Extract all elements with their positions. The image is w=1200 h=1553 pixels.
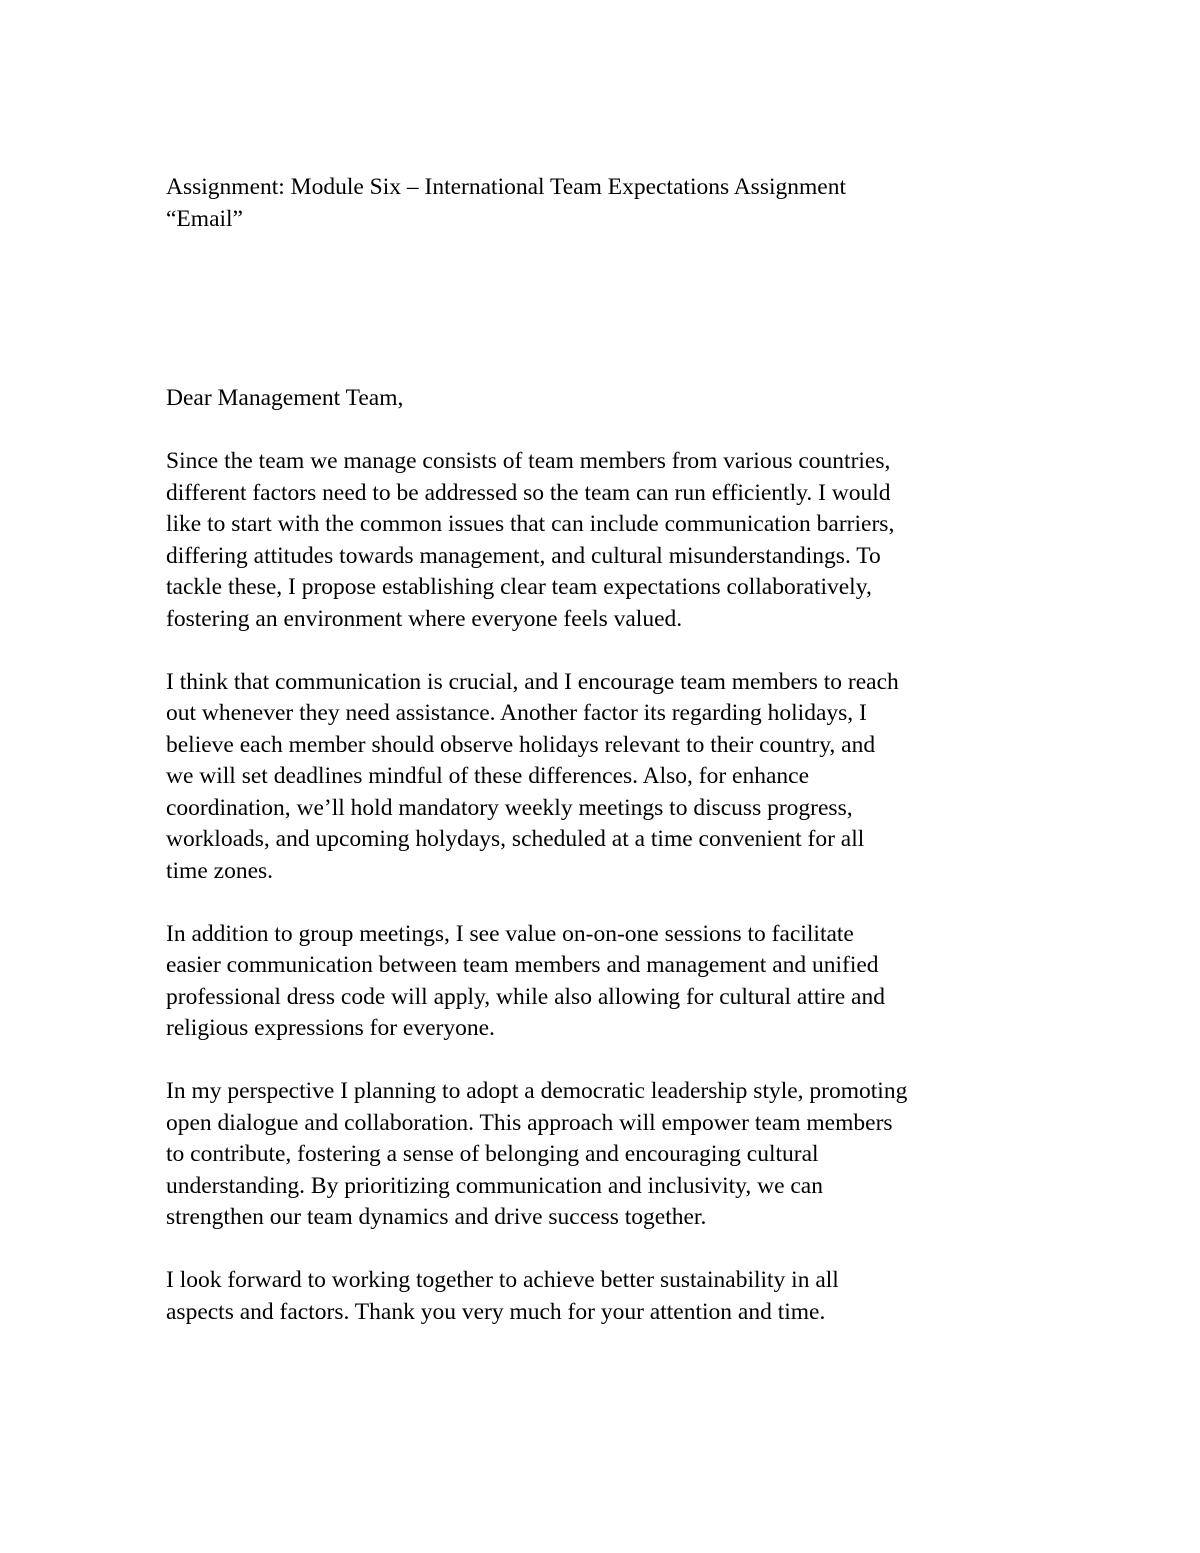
text-line: we will set deadlines mindful of these differences. Also, for enhance bbox=[166, 763, 810, 789]
paragraph-4 bbox=[166, 1076, 1046, 1234]
text-line: believe each member should observe holidays relevant to their country, and bbox=[166, 731, 876, 758]
text-line: strengthen our team dynamics and drive success together. bbox=[166, 1204, 707, 1230]
text-line: coordination, we’ll hold mandatory weekly meetings to discuss progress, bbox=[166, 794, 853, 821]
text-line: workloads, and upcoming holydays, scheduled at a time convenient for all bbox=[166, 826, 865, 852]
text-line: like to start with the common issues that can include communication barriers, bbox=[166, 511, 895, 537]
text-line: time zones. bbox=[166, 857, 274, 884]
paragraph-3 bbox=[166, 919, 1046, 1045]
text-line: Since the team we manage consists of team members from various countries, bbox=[166, 448, 891, 474]
text-line: I think that communication is crucial, and I encourage team members to reach bbox=[166, 668, 899, 695]
text-line: understanding. By prioritizing communication and inclusivity, we can bbox=[166, 1172, 823, 1199]
text-line: aspects and factors. Thank you very much for your attention and time. bbox=[166, 1298, 826, 1325]
paragraph-2 bbox=[166, 667, 1046, 888]
text-line: professional dress code will apply, while also allowing for cultural attire and bbox=[166, 983, 885, 1010]
title-line: Assignment: Module Six – International Team Expectations Assignment bbox=[166, 174, 846, 200]
text-line: different factors need to be addressed so the team can run efficiently. I would bbox=[166, 479, 891, 506]
text-line: out whenever they need assistance. Another factor its regarding holidays, I bbox=[166, 700, 867, 726]
assignment-title bbox=[166, 172, 1046, 235]
document-body bbox=[166, 172, 1046, 1328]
paragraph-5 bbox=[166, 1265, 1046, 1328]
text-line: In my perspective I planning to adopt a democratic leadership style, promoting bbox=[166, 1078, 908, 1104]
paragraph-1 bbox=[166, 446, 1046, 635]
text-line: open dialogue and collaboration. This approach will empower team members bbox=[166, 1109, 893, 1136]
text-line: differing attitudes towards management, and cultural misunderstandings. To bbox=[166, 542, 881, 569]
text-line: In addition to group meetings, I see value on-on-one sessions to facilitate bbox=[166, 920, 854, 947]
text-line: easier communication between team members and management and unified bbox=[166, 952, 879, 978]
text-line: fostering an environment where everyone feels valued. bbox=[166, 605, 683, 632]
text-line: to contribute, fostering a sense of belonging and encouraging cultural bbox=[166, 1141, 819, 1167]
text-line: religious expressions for everyone. bbox=[166, 1015, 495, 1041]
title-line: “Email” bbox=[166, 205, 243, 232]
text-line: I look forward to working together to achieve better sustainability in all bbox=[166, 1267, 839, 1293]
salutation: Dear Management Team, bbox=[166, 385, 404, 411]
text-line: tackle these, I propose establishing clear team expectations collaboratively, bbox=[166, 574, 872, 600]
